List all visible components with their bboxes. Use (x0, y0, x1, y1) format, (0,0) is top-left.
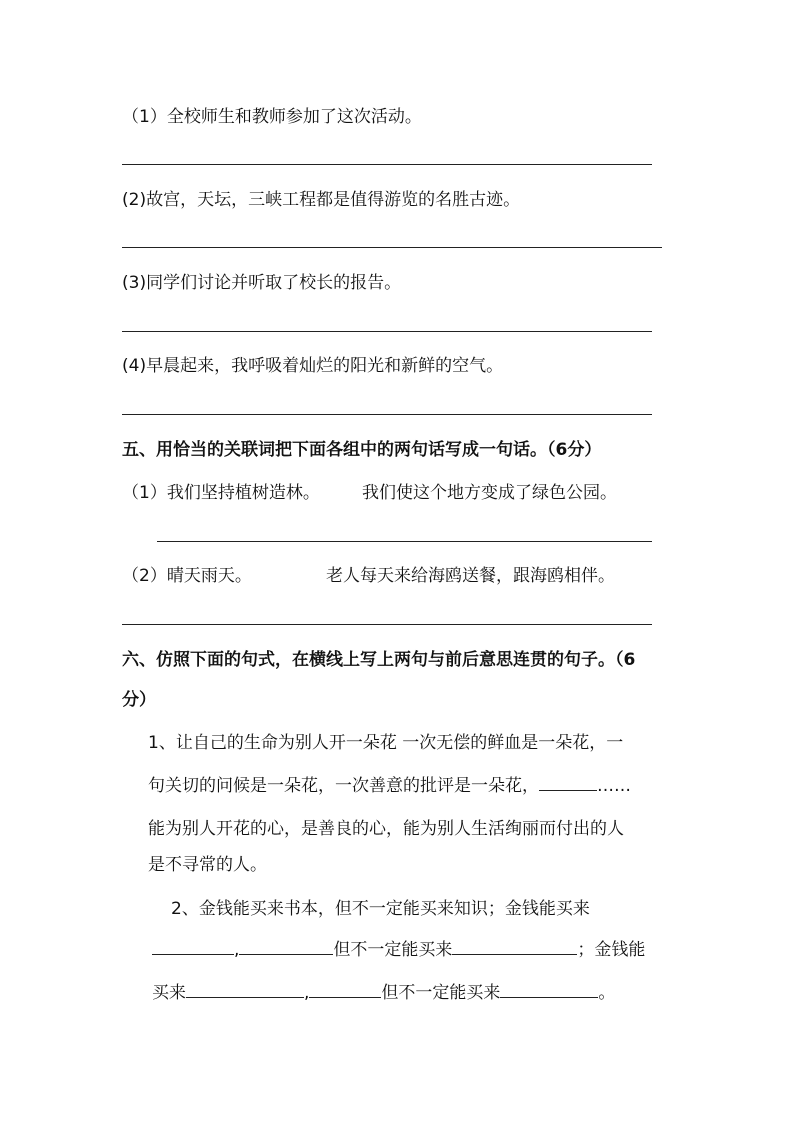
q2-line-3 (152, 983, 615, 1003)
q1-line-2-text: 句关切的问候是一朵花，一次善意的批评是一朵花， (148, 776, 539, 796)
s5-answer-line-2[interactable] (122, 624, 652, 625)
q2-blank-3[interactable] (452, 954, 577, 955)
q2-line-2-end: ；金钱能 (577, 940, 646, 960)
q2-line-3-start: 买来 (152, 983, 186, 1003)
section-6-title-line-2: 分） (122, 690, 156, 710)
question-item-3: (3)同学们讨论并听取了校长的报告。 (122, 273, 402, 293)
q2-blank-4[interactable] (186, 997, 304, 998)
s5-answer-line-1[interactable] (157, 541, 652, 542)
answer-line-2[interactable] (122, 247, 662, 248)
answer-line-4[interactable] (122, 414, 652, 415)
q2-line-3-mid: 但不一定能买来 (381, 983, 501, 1003)
q1-ellipsis: …… (597, 776, 631, 796)
question-item-2: (2)故宫，天坛，三峡工程都是值得游览的名胜古迹。 (122, 190, 521, 210)
s5-item-2-part-b: 老人每天来给海鸥送餐，跟海鸥相伴。 (326, 566, 615, 586)
q2-line-3-end: 。 (598, 983, 616, 1003)
q2-blank-1[interactable] (152, 954, 234, 955)
q2-line-2 (152, 940, 645, 960)
s5-item-2-part-a: （2）晴天雨天。 (122, 566, 252, 586)
q2-line-2-mid: 但不一定能买来 (333, 940, 453, 960)
q2-comma-2: , (304, 983, 310, 1003)
q1-line-2 (148, 776, 631, 796)
q2-blank-5[interactable] (309, 997, 381, 998)
question-item-4: (4)早晨起来，我呼吸着灿烂的阳光和新鲜的空气。 (122, 356, 504, 376)
q1-line-3: 能为别人开花的心，是善良的心，能为别人生活绚丽而付出的人 (148, 819, 624, 839)
q1-line-4: 是不寻常的人。 (148, 855, 267, 875)
section-5-title: 五、用恰当的关联词把下面各组中的两句话写成一句话。（6分） (122, 440, 602, 460)
answer-line-1[interactable] (122, 164, 652, 165)
section-6-title-line-1: 六、仿照下面的句式，在横线上写上两句与前后意思连贯的句子。（6 (122, 650, 636, 670)
q2-blank-6[interactable] (500, 997, 598, 998)
q2-line-1: 2、金钱能买来书本，但不一定能买来知识；金钱能买来 (171, 899, 590, 919)
s5-item-1-part-b: 我们使这个地方变成了绿色公园。 (362, 483, 617, 503)
q2-blank-2[interactable] (239, 954, 333, 955)
question-item-1: （1）全校师生和教师参加了这次活动。 (122, 107, 422, 127)
q2-comma-1: , (234, 940, 240, 960)
q1-line-1: 1、让自己的生命为别人开一朵花 一次无偿的鲜血是一朵花，一 (148, 733, 624, 753)
answer-line-3[interactable] (122, 331, 652, 332)
s5-item-1-part-a: （1）我们坚持植树造林。 (122, 483, 320, 503)
q1-blank[interactable] (539, 790, 597, 791)
